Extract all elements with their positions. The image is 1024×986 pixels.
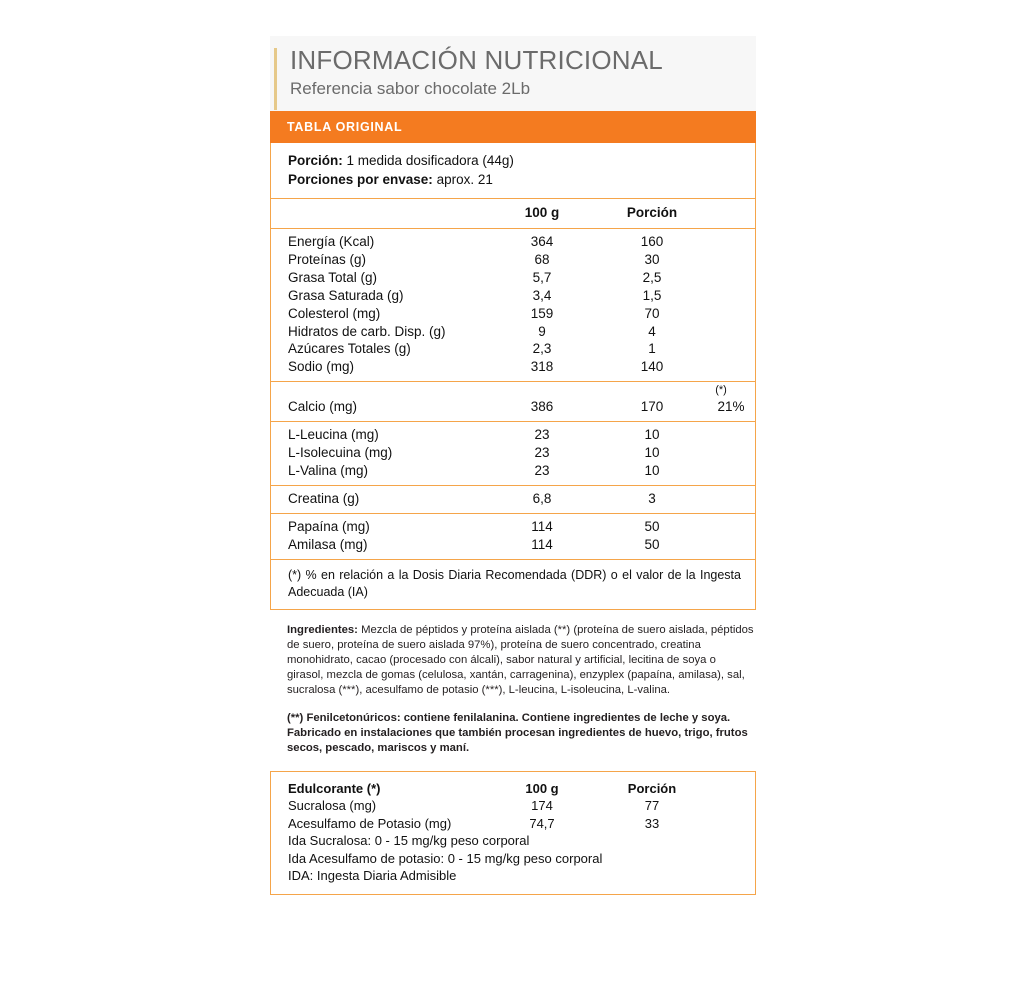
row-value-portion: 50 [644,537,660,553]
table-row [271,251,755,269]
column-header-100g: 100 g [524,204,560,220]
row-value-100g: 174 [531,798,553,814]
row-value-portion: 70 [644,305,660,321]
sweetener-table [270,771,756,895]
row-label: L-Leucina (mg) [288,427,379,443]
row-label: Grasa Total (g) [288,269,378,285]
row-label: L-Valina (mg) [288,463,369,479]
serving-portion-value: 1 medida dosificadora (44g) [346,152,514,168]
column-header-group [271,199,755,229]
table-row [271,340,755,358]
sweetener-header-label: Edulcorante (*) [288,780,381,796]
table-row [271,233,755,251]
row-value-portion: 10 [644,427,660,443]
row-value-100g: 364 [530,233,554,249]
row-value-portion: 10 [644,463,660,479]
page-subtitle: Referencia sabor chocolate 2Lb [290,79,531,99]
table-row [271,358,755,376]
row-value-100g: 3,4 [532,287,552,303]
row-label: Grasa Saturada (g) [288,287,404,303]
row-value-100g: 114 [531,537,553,553]
table-row [271,518,755,536]
table-row [271,815,755,832]
nutrient-group-minerals [271,382,755,422]
row-value-100g: 74,7 [529,815,555,831]
sweetener-note: IDA: Ingesta Diaria Admisible [288,867,457,883]
nutrient-group-amino-acids [271,422,755,486]
ddr-footnote: (*) % en relación a la Dosis Diaria Recomendada (DDR) o el valor de la Ingesta Adecuada (IA) [288,568,741,599]
row-value-portion: 170 [640,399,664,415]
row-value-100g: 114 [531,519,553,535]
nutrition-table [270,143,756,610]
sweetener-header-portion: Porción [627,780,677,796]
nutrient-group-creatine [271,486,755,514]
row-value-100g: 386 [530,399,554,415]
row-value-100g: 68 [534,251,550,267]
row-value-100g: 23 [534,445,550,461]
table-row [271,269,755,287]
serving-info [271,143,755,199]
table-row [271,426,755,444]
row-value-portion: 160 [640,233,664,249]
row-value-portion: 4 [648,323,656,339]
row-value-100g: 2,3 [532,341,552,357]
row-label: Calcio (mg) [288,399,358,415]
table-row [271,490,755,508]
title-accent-bar [274,48,277,110]
table-row [271,287,755,305]
serving-count-line [288,170,755,190]
table-row [271,462,755,480]
row-label: Colesterol (mg) [288,305,381,321]
page-title: INFORMACIÓN NUTRICIONAL [290,45,663,75]
row-value-100g: 23 [534,463,550,479]
row-value-portion: 33 [644,815,660,831]
row-value-100g: 6,8 [532,491,552,507]
row-value-100g: 159 [530,305,554,321]
column-header-row [271,199,755,228]
column-header-portion: Porción [626,204,678,220]
row-value-100g: 23 [534,427,550,443]
ingredients-label: Ingredientes: [287,623,358,636]
nutrient-group-macronutrients [271,229,755,383]
row-value-portion: 30 [644,251,660,267]
row-label: Creatina (g) [288,491,360,507]
row-label: Papaína (mg) [288,519,370,535]
sweetener-header-100g: 100 g [525,780,559,796]
row-value-portion: 77 [644,798,660,814]
table-row [271,305,755,323]
table-row [271,444,755,462]
table-row [271,536,755,554]
row-value-portion: 50 [644,519,660,535]
serving-portion-line [288,151,755,171]
table-row [271,323,755,341]
row-value-portion: 1 [648,341,656,357]
nutrient-group-enzymes [271,514,755,560]
table-row [271,385,755,416]
row-value-100g: 9 [538,323,546,339]
row-label: Sucralosa (mg) [288,798,377,814]
row-label: Proteínas (g) [288,251,367,267]
ingredients-paragraph [270,610,756,698]
row-label: Energía (Kcal) [288,233,375,249]
sweetener-note: Ida Acesulfamo de potasio: 0 - 15 mg/kg peso corporal [288,850,603,866]
row-label: Hidratos de carb. Disp. (g) [288,323,446,339]
row-label: Azúcares Totales (g) [288,341,411,357]
row-label: Acesulfamo de Potasio (mg) [288,815,452,831]
serving-portion-label: Porción: [288,152,343,168]
table-banner: TABLA ORIGINAL [270,111,756,143]
allergen-warning: (**) Fenilcetonúricos: contiene fenilalanina. Contiene ingredientes de leche y soya. Fabricado en instalaciones que también procesan ingredientes de huevo, trigo, frutos secos, pescado, mariscos y maní. [287,711,748,754]
percent-star-marker: (*) [715,384,727,397]
row-value-portion: 140 [640,359,664,375]
row-value-portion: 3 [648,491,656,507]
row-value-portion: 10 [644,445,660,461]
label-content [270,36,756,895]
table-row [271,797,755,814]
sweetener-note: Ida Sucralosa: 0 - 15 mg/kg peso corporal [288,833,530,849]
ingredients-text: Mezcla de péptidos y proteína aislada (**) (proteína de suero aislada, péptidos de suero, proteína de suero aislada 97%), proteína de suero concentrado, creatina monohidrato, cacao (procesado con álcali), sabor natural y artificial, lecitina de soya o girasol, mezcla de gomas (celulosa, xantán, carragenina), enzyplex (papaína, amilasa), sal, sucralosa (***), acesulfamo de potasio (***), L-leucina, L-isoleucina, L-valina. [287,623,754,696]
title-band [270,36,756,111]
row-label: Amilasa (mg) [288,537,368,553]
row-label: L-Isolecuina (mg) [288,445,393,461]
servings-per-container-value: aprox. 21 [436,172,493,188]
row-value-portion: 1,5 [642,287,662,303]
row-value-100g: 5,7 [532,269,552,285]
row-value-percent: 21% [717,399,745,415]
row-value-portion: 2,5 [642,269,662,285]
servings-per-container-label: Porciones por envase: [288,172,433,188]
row-value-100g: 318 [530,359,554,375]
row-label: Sodio (mg) [288,359,355,375]
sweetener-header-row [271,780,755,797]
